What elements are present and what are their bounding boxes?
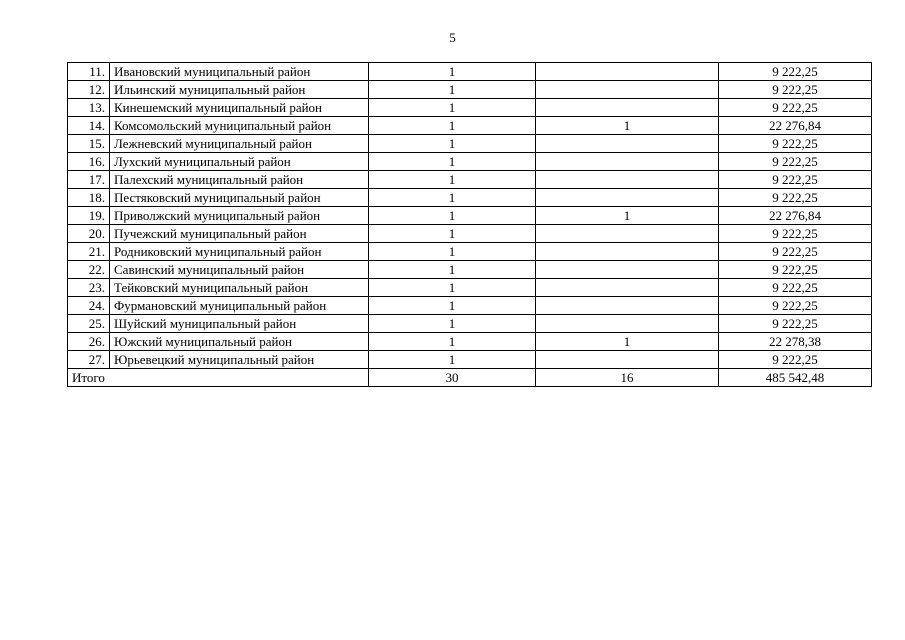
count-b xyxy=(536,225,719,243)
total-count-a: 30 xyxy=(369,369,536,387)
district-name: Фурмановский муниципальный район xyxy=(110,297,369,315)
district-name: Комсомольский муниципальный район xyxy=(110,117,369,135)
table-row xyxy=(68,243,872,261)
total-row xyxy=(68,369,872,387)
table-row xyxy=(68,225,872,243)
row-number: 13. xyxy=(68,99,110,117)
count-b xyxy=(536,135,719,153)
table-body xyxy=(68,63,872,387)
count-b xyxy=(536,279,719,297)
amount: 9 222,25 xyxy=(719,171,872,189)
amount: 9 222,25 xyxy=(719,315,872,333)
district-name: Палехский муниципальный район xyxy=(110,171,369,189)
amount: 9 222,25 xyxy=(719,135,872,153)
count-a: 1 xyxy=(369,135,536,153)
district-name: Шуйский муниципальный район xyxy=(110,315,369,333)
count-a: 1 xyxy=(369,297,536,315)
district-name: Лежневский муниципальный район xyxy=(110,135,369,153)
district-name: Юрьевецкий муниципальный район xyxy=(110,351,369,369)
amount: 9 222,25 xyxy=(719,243,872,261)
table-row xyxy=(68,117,872,135)
count-a: 1 xyxy=(369,189,536,207)
row-number: 27. xyxy=(68,351,110,369)
count-b: 1 xyxy=(536,117,719,135)
amount: 22 276,84 xyxy=(719,117,872,135)
amount: 9 222,25 xyxy=(719,279,872,297)
amount: 9 222,25 xyxy=(719,63,872,81)
table-row xyxy=(68,315,872,333)
amount: 9 222,25 xyxy=(719,351,872,369)
district-name: Кинешемский муниципальный район xyxy=(110,99,369,117)
row-number: 14. xyxy=(68,117,110,135)
table-row xyxy=(68,99,872,117)
table-row xyxy=(68,261,872,279)
count-a: 1 xyxy=(369,207,536,225)
count-a: 1 xyxy=(369,243,536,261)
count-b xyxy=(536,99,719,117)
total-amount: 485 542,48 xyxy=(719,369,872,387)
row-number: 16. xyxy=(68,153,110,171)
district-name: Пучежский муниципальный район xyxy=(110,225,369,243)
allocation-table xyxy=(67,62,872,387)
district-name: Лухский муниципальный район xyxy=(110,153,369,171)
count-b: 1 xyxy=(536,207,719,225)
count-b xyxy=(536,153,719,171)
count-a: 1 xyxy=(369,333,536,351)
row-number: 18. xyxy=(68,189,110,207)
row-number: 24. xyxy=(68,297,110,315)
amount: 9 222,25 xyxy=(719,297,872,315)
count-b xyxy=(536,297,719,315)
amount: 22 276,84 xyxy=(719,207,872,225)
count-b xyxy=(536,261,719,279)
table-row xyxy=(68,171,872,189)
district-name: Южский муниципальный район xyxy=(110,333,369,351)
count-a: 1 xyxy=(369,63,536,81)
count-b xyxy=(536,189,719,207)
amount: 9 222,25 xyxy=(719,81,872,99)
row-number: 26. xyxy=(68,333,110,351)
table-row xyxy=(68,333,872,351)
count-b xyxy=(536,81,719,99)
district-name: Приволжский муниципальный район xyxy=(110,207,369,225)
table-row xyxy=(68,189,872,207)
district-name: Ильинский муниципальный район xyxy=(110,81,369,99)
table-row xyxy=(68,279,872,297)
total-label: Итого xyxy=(68,369,369,387)
count-a: 1 xyxy=(369,315,536,333)
table-row xyxy=(68,297,872,315)
count-a: 1 xyxy=(369,99,536,117)
count-a: 1 xyxy=(369,279,536,297)
count-b xyxy=(536,243,719,261)
row-number: 12. xyxy=(68,81,110,99)
amount: 9 222,25 xyxy=(719,189,872,207)
row-number: 23. xyxy=(68,279,110,297)
table-row xyxy=(68,135,872,153)
table-row xyxy=(68,81,872,99)
page-number: 5 xyxy=(449,30,456,45)
row-number: 17. xyxy=(68,171,110,189)
row-number: 15. xyxy=(68,135,110,153)
amount: 9 222,25 xyxy=(719,261,872,279)
row-number: 20. xyxy=(68,225,110,243)
amount: 22 278,38 xyxy=(719,333,872,351)
count-a: 1 xyxy=(369,261,536,279)
row-number: 21. xyxy=(68,243,110,261)
count-b xyxy=(536,351,719,369)
count-b: 1 xyxy=(536,333,719,351)
district-name: Тейковский муниципальный район xyxy=(110,279,369,297)
table-row xyxy=(68,351,872,369)
district-name: Родниковский муниципальный район xyxy=(110,243,369,261)
table-row xyxy=(68,153,872,171)
count-a: 1 xyxy=(369,171,536,189)
district-name: Савинский муниципальный район xyxy=(110,261,369,279)
count-b xyxy=(536,315,719,333)
row-number: 11. xyxy=(68,63,110,81)
total-count-b: 16 xyxy=(536,369,719,387)
count-a: 1 xyxy=(369,225,536,243)
district-name: Ивановский муниципальный район xyxy=(110,63,369,81)
table-row xyxy=(68,63,872,81)
count-b xyxy=(536,63,719,81)
count-a: 1 xyxy=(369,81,536,99)
amount: 9 222,25 xyxy=(719,225,872,243)
district-name: Пестяковский муниципальный район xyxy=(110,189,369,207)
amount: 9 222,25 xyxy=(719,153,872,171)
row-number: 19. xyxy=(68,207,110,225)
amount: 9 222,25 xyxy=(719,99,872,117)
count-a: 1 xyxy=(369,153,536,171)
count-b xyxy=(536,171,719,189)
count-a: 1 xyxy=(369,117,536,135)
row-number: 25. xyxy=(68,315,110,333)
row-number: 22. xyxy=(68,261,110,279)
count-a: 1 xyxy=(369,351,536,369)
table-row xyxy=(68,207,872,225)
